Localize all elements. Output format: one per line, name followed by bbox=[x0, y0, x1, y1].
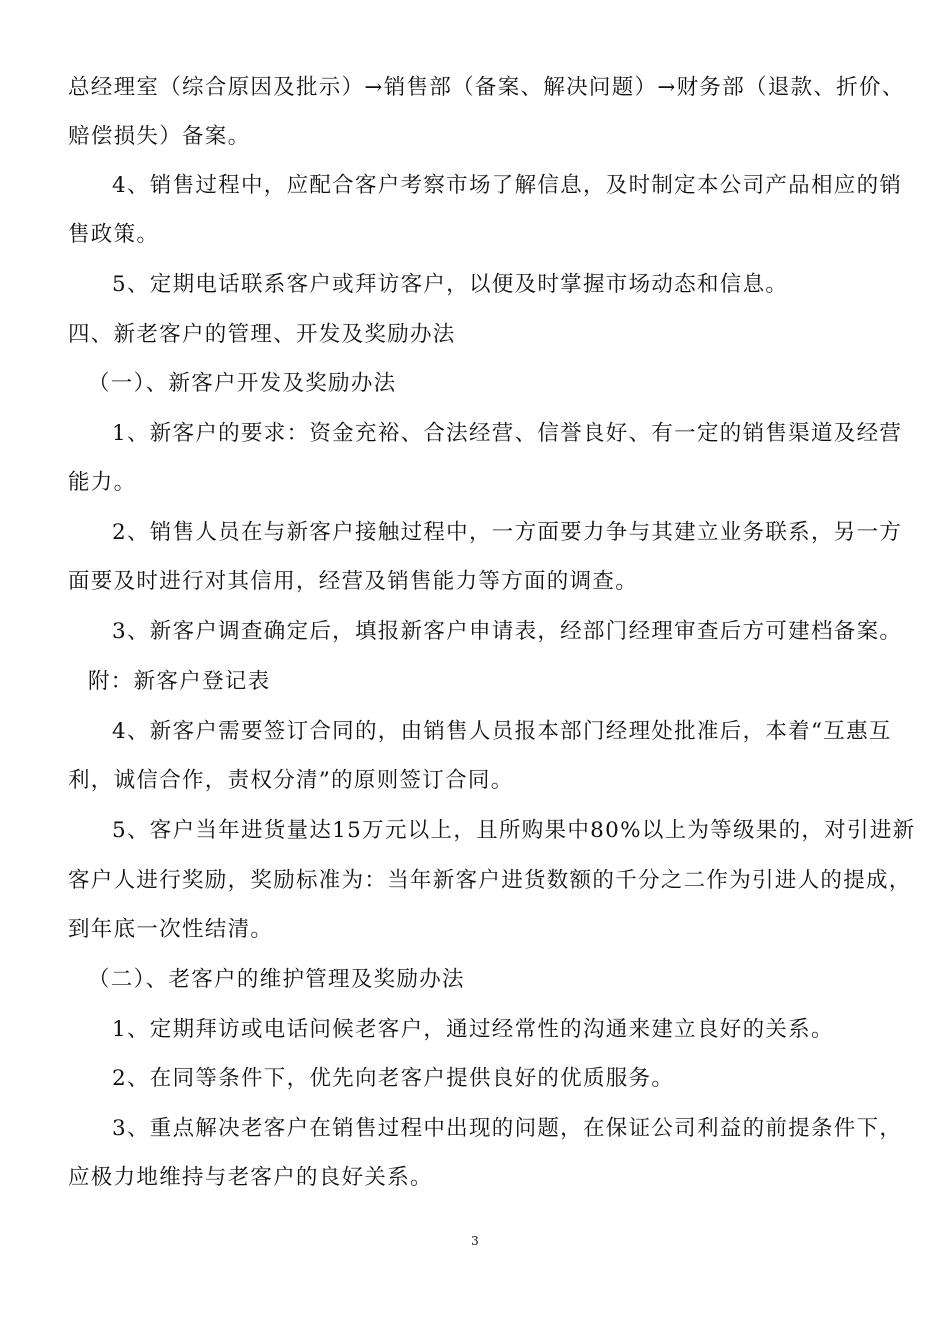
text-line: 面要及时进行对其信用，经营及销售能力等方面的调查。 bbox=[68, 569, 639, 594]
section-heading: 四、新老客户的管理、开发及奖励办法 bbox=[68, 322, 456, 347]
text-line: 3、新客户调查确定后，填报新客户申请表，经部门经理审查后方可建档备案。 bbox=[112, 619, 903, 644]
text-line: 5、客户当年进货量达15万元以上，且所购果中80%以上为等级果的，对引进新 bbox=[112, 818, 916, 843]
attachment-note: 附：新客户登记表 bbox=[88, 669, 271, 694]
text-line: 2、在同等条件下，优先向老客户提供良好的优质服务。 bbox=[112, 1066, 675, 1091]
text-line: 客户人进行奖励，奖励标准为：当年新客户进货数额的千分之二作为引进人的提成， bbox=[68, 868, 912, 893]
subsection-heading: （二）、老客户的维护管理及奖励办法 bbox=[88, 967, 465, 992]
text-line: 应极力地维持与老客户的良好关系。 bbox=[68, 1165, 433, 1190]
text-line: 1、新客户的要求：资金充裕、合法经营、信誉良好、有一定的销售渠道及经营 bbox=[112, 421, 903, 446]
text-line: 1、定期拜访或电话问候老客户，通过经常性的沟通来建立良好的关系。 bbox=[112, 1017, 834, 1042]
text-line: 5、定期电话联系客户或拜访客户，以便及时掌握市场动态和信息。 bbox=[112, 272, 789, 297]
text-line: 3、重点解决老客户在销售过程中出现的问题，在保证公司利益的前提条件下， bbox=[112, 1116, 903, 1141]
subsection-heading: （一）、新客户开发及奖励办法 bbox=[88, 371, 397, 396]
text-line: 2、销售人员在与新客户接触过程中，一方面要力争与其建立业务联系，另一方 bbox=[112, 520, 903, 545]
text-line: 总经理室（综合原因及批示）→销售部（备案、解决问题）→财务部（退款、折价、 bbox=[68, 75, 905, 100]
text-line: 到年底一次性结清。 bbox=[68, 917, 274, 942]
text-line: 赔偿损失）备案。 bbox=[68, 124, 251, 149]
text-line: 利，诚信合作，责权分清”的原则签订合同。 bbox=[68, 768, 514, 793]
text-line: 4、销售过程中，应配合客户考察市场了解信息，及时制定本公司产品相应的销 bbox=[112, 173, 903, 198]
text-line: 能力。 bbox=[68, 470, 137, 495]
text-line: 售政策。 bbox=[68, 222, 160, 247]
page-number: 3 bbox=[471, 1234, 479, 1248]
text-line: 4、新客户需要签订合同的，由销售人员报本部门经理处批准后，本着“互惠互 bbox=[112, 719, 892, 744]
